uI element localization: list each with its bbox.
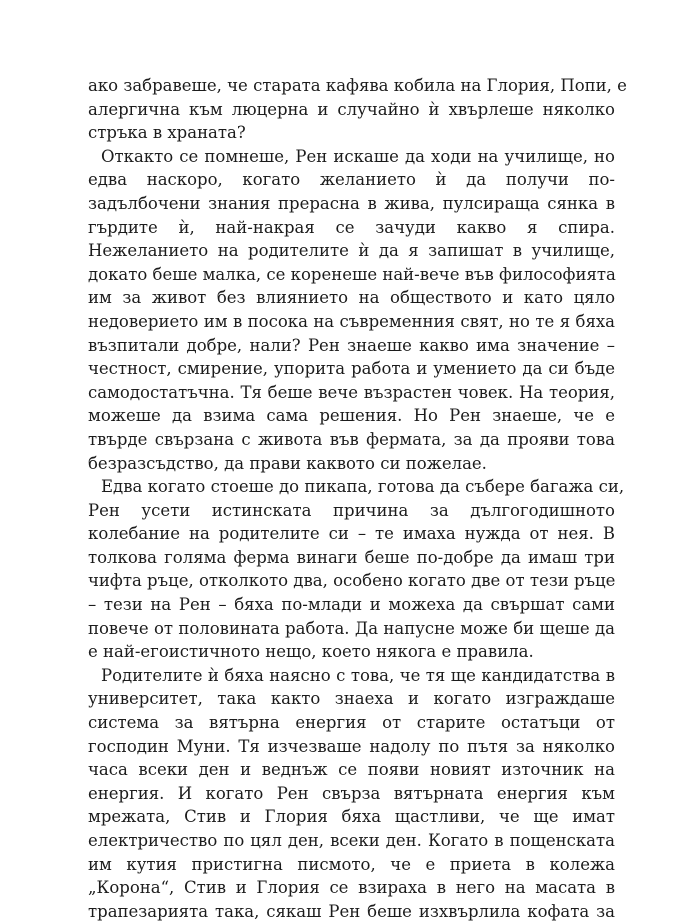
text-line: стръка в храната? bbox=[88, 123, 246, 143]
text-line: задълбочени знания прерасна в жива, пулсираща сянка в bbox=[88, 193, 615, 213]
text-line: ако забравеше, че старата кафява кобила на Глория, Попи, е bbox=[88, 76, 627, 95]
text-line: едва наскоро, когато желанието ѝ да получи по- bbox=[88, 170, 615, 190]
text-line: алергична към люцерна и случайно ѝ хвърлеше няколко bbox=[88, 99, 615, 119]
paragraph bbox=[88, 664, 615, 923]
text-line: университет, така както знаеха и когато изграждаше bbox=[88, 689, 615, 709]
text-line: самодостатъчна. Тя беше вече възрастен човек. На теория, bbox=[88, 382, 615, 402]
paragraph bbox=[88, 145, 615, 475]
text-line: трапезарията така, сякаш Рен беше изхвърлила кофата за bbox=[88, 901, 615, 921]
book-page-text bbox=[88, 74, 627, 923]
text-line: можеше да взима сама решения. Но Рен знаеше, че е bbox=[88, 406, 615, 426]
text-line: Откакто се помнеше, Рен искаше да ходи на училище, но bbox=[101, 146, 615, 166]
text-line: Родителите ѝ бяха наясно с това, че тя ще кандидатства в bbox=[101, 665, 615, 685]
text-line: мрежата, Стив и Глория бяха щастливи, че ще имат bbox=[88, 807, 615, 827]
text-line: им за живот без влиянието на обществото и като цяло bbox=[88, 288, 615, 308]
text-line: „Корона“, Стив и Глория се взираха в него на масата в bbox=[88, 878, 615, 898]
text-line: е най-егоистичното нещо, което някога е правила. bbox=[88, 642, 534, 662]
text-line: господин Муни. Тя изчезваше надолу по пътя за няколко bbox=[88, 736, 615, 756]
text-line: твърде свързана с живота във фермата, за да прояви това bbox=[88, 429, 615, 449]
text-line: безразсъдство, да прави каквото си пожелае. bbox=[88, 453, 487, 473]
text-line: – тези на Рен – бяха по-млади и можеха да свършат сами bbox=[88, 595, 615, 615]
text-line: честност, смирение, упорита работа и умението да си бъде bbox=[88, 359, 615, 379]
text-line: толкова голяма ферма винаги беше по-добре да имаш три bbox=[88, 547, 615, 567]
text-line: повече от половината работа. Да напусне може би щеше да bbox=[88, 618, 615, 638]
text-line: чифта ръце, отколкото два, особено когато две от тези ръце bbox=[88, 571, 616, 591]
text-line: часа всеки ден и веднъж се появи новият източник на bbox=[88, 760, 615, 780]
text-line: енергия. И когато Рен свърза вятърната енергия към bbox=[88, 783, 615, 803]
paragraph bbox=[88, 74, 627, 145]
text-line: им кутия пристигна писмото, че е приета в колежа bbox=[88, 854, 615, 874]
text-line: Едва когато стоеше до пикапа, готова да събере багажа си, bbox=[101, 477, 625, 497]
text-line: Рен усети истинската причина за дългогодишното bbox=[88, 500, 615, 520]
text-line: недоверието им в посока на съвременния свят, но те я бяха bbox=[88, 311, 615, 331]
text-line: гърдите ѝ, най-накрая се зачуди какво я спира. bbox=[88, 217, 615, 237]
text-line: Нежеланието на родителите ѝ да я запишат в училище, bbox=[88, 241, 615, 261]
text-line: възпитали добре, нали? Рен знаеше какво има значение – bbox=[88, 335, 615, 355]
text-line: електричество по цял ден, всеки ден. Когато в пощенската bbox=[88, 831, 615, 850]
text-line: система за вятърна енергия от старите остатъци от bbox=[88, 713, 615, 733]
paragraph bbox=[88, 475, 625, 664]
text-line: докато беше малка, се коренеше най-вече във философията bbox=[88, 264, 616, 284]
text-line: колебание на родителите си – те имаха нужда от нея. В bbox=[88, 524, 615, 544]
